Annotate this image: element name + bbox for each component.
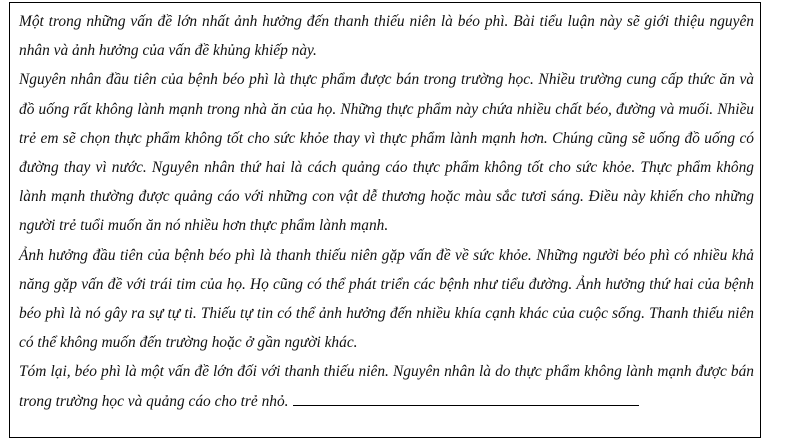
causes-paragraph: Nguyên nhân đầu tiên của bệnh béo phì là thực phẩm được bán trong trường học. Nhiều trường cung cấp thức ăn và đồ uống rất không lành mạnh trong nhà ăn của họ. Những thực phẩm này chứa nhiều chất béo, đường và muối. Nhiều trẻ em sẽ chọn thực phẩm không tốt cho sức khỏe thay vì thực phẩm lành mạnh hơn. Chúng cũng sẽ uống đồ uống có đường thay vì nước. Nguyên nhân thứ hai là cách quảng cáo thực phẩm không tốt cho sức khỏe. Thực phẩm không lành mạnh thường được quảng cáo với những con vật dễ thương hoặc màu sắc tươi sáng. Điều này khiến cho những người trẻ tuổi muốn ăn nó nhiều hơn thực phẩm lành mạnh. [19,71,754,235]
conclusion-text: Tóm lại, béo phì là một vấn đề lớn đối với thanh thiếu niên. Nguyên nhân là do thực phẩm không lành mạnh được bán trong trường học và quảng cáo cho trẻ nhỏ. [19,363,754,410]
effects-paragraph: Ảnh hưởng đầu tiên của bệnh béo phì là thanh thiếu niên gặp vấn đề về sức khỏe. Những người béo phì có nhiều khả năng gặp vấn đề với trái tim của họ. Họ cũng có thể phát triển các bệnh như tiểu đường. Ảnh hưởng thứ hai của bệnh béo phì là nó gây ra sự tự ti. Thiếu tự tin có thể ảnh hưởng đến nhiều khía cạnh khác của cuộc sống. Thanh thiếu niên có thể không muốn đến trường hoặc ở gần người khác. [19,246,754,352]
conclusion-paragraph [19,357,754,415]
answer-blank[interactable] [293,391,639,406]
essay-box [9,2,761,438]
intro-paragraph: Một trong những vấn đề lớn nhất ảnh hưởng đến thanh thiếu niên là béo phì. Bài tiểu luận này sẽ giới thiệu nguyên nhân và ảnh hưởng của vấn đề khủng khiếp này. [19,13,754,60]
